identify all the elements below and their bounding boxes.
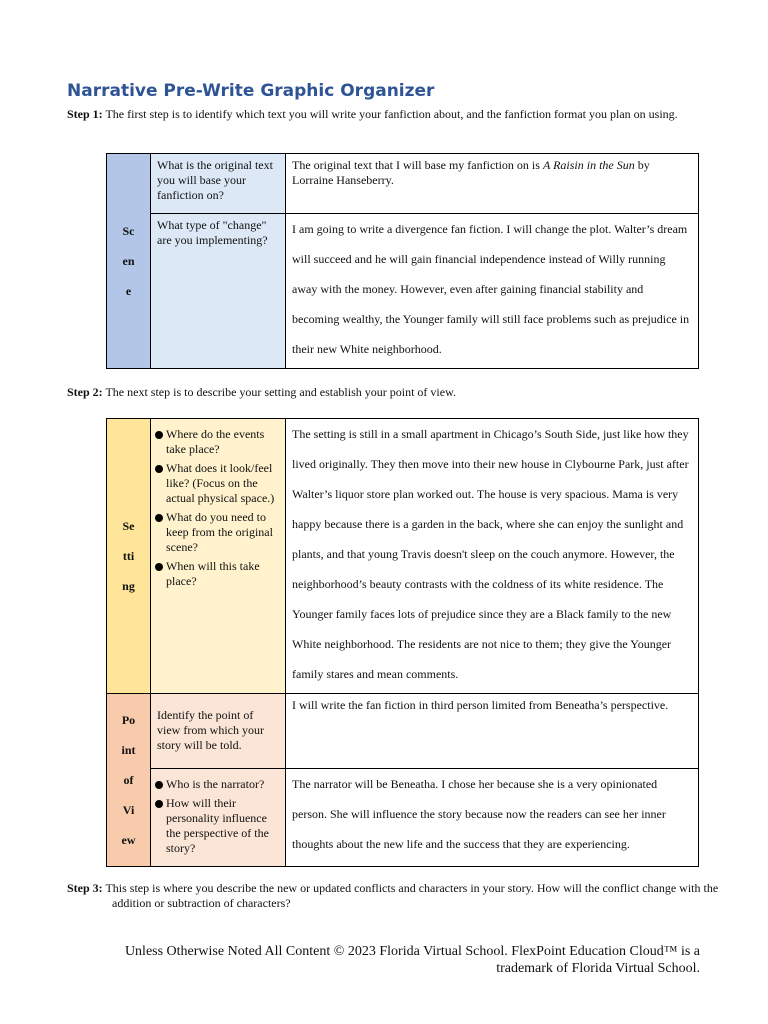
footer-line: trademark of Florida Virtual School. <box>496 961 700 976</box>
original-text-answer[interactable] <box>286 154 699 214</box>
change-type-answer[interactable]: I am going to write a divergence fan fiction. I will change the plot. Walter’s dream will succeed and he will gain financial independence instead of Willy running away with the money. However, even after gaining financial stability and becoming wealthy, the Younger family will still face problems such as prejudice in their new White neighborhood. <box>286 214 699 369</box>
setting-answer[interactable]: The setting is still in a small apartment in Chicago’s South Side, just like how they lived originally. They then move into their new house in Clybourne Park, just after Walter’s liquor store plan worked out. The house is very spacious. Mama is very happy because there is a garden in the back, where she can enjoy the sunlight and plants, and that young Travis doesn't sleep on the couch anymore. However, the neighborhood’s beauty contrasts with the coldness of its white residence. The Younger family faces lots of prejudice since they are a Black family to the new White neighborhood. The residents are not nice to them; they give the Younger family stares and mean comments. <box>286 419 699 694</box>
step-2-label: Step 2: <box>67 385 103 399</box>
narrator-answer[interactable]: The narrator will be Beneatha. I chose her because she is a very opinionated person. She will influence the story because now the readers can see her inner thoughts about the new life and the success that they are experiencing. <box>286 769 699 867</box>
narrator-questions <box>151 769 286 867</box>
setting-question-item <box>155 510 279 555</box>
scene-label-part: en <box>122 254 135 268</box>
step-2 <box>67 385 732 400</box>
step-1-label: Step 1: <box>67 107 103 121</box>
setting-label-part: Se <box>122 519 135 533</box>
setting-question-text: What do you need to keep from the original scene? <box>166 510 273 554</box>
step-2-text: The next step is to describe your setting and establish your point of view. <box>105 385 456 399</box>
bullet-icon <box>155 781 163 789</box>
setting-label <box>107 419 151 694</box>
step-3-label: Step 3: <box>67 881 103 895</box>
pov-label-part: ew <box>121 833 136 847</box>
bullet-icon <box>155 431 163 439</box>
setting-question-text: What does it look/feel like? (Focus on the actual physical space.) <box>166 461 275 505</box>
pov-label-part: Po <box>121 713 136 727</box>
book-title: A Raisin in the Sun <box>542 158 635 172</box>
footer-line: Unless Otherwise Noted All Content © 2023 Florida Virtual School. FlexPoint Education Cloud™ is a <box>124 944 700 959</box>
pov-label-part: of <box>123 773 134 787</box>
scene-table <box>106 153 699 369</box>
setting-pov-table <box>106 418 699 867</box>
bullet-icon <box>155 800 163 808</box>
pov-question: Identify the point of view from which your story will be told. <box>151 694 286 769</box>
bullet-icon <box>155 563 163 571</box>
setting-label-part: tti <box>122 549 135 563</box>
step-1-text: The first step is to identify which text you will write your fanfiction about, and the fanfiction format you plan on using. <box>105 107 678 121</box>
step-3 <box>67 881 732 911</box>
pov-label-part: int <box>121 743 136 757</box>
setting-label-part: ng <box>122 579 135 593</box>
step-1 <box>67 107 732 122</box>
pov-label-part: Vi <box>122 803 135 817</box>
page-title: Narrative Pre-Write Graphic Organizer <box>67 81 435 101</box>
scene-label <box>107 154 151 369</box>
setting-question-item <box>155 427 279 457</box>
original-text-question: What is the original text you will base your fanfiction on? <box>151 154 286 214</box>
step-3-text: This step is where you describe the new or updated conflicts and characters in your story. How will the conflict change with the addition or subtraction of characters? <box>105 881 719 910</box>
setting-questions <box>151 419 286 694</box>
copyright-footer <box>60 943 700 977</box>
setting-question-item <box>155 559 279 589</box>
setting-question-item <box>155 461 279 506</box>
scene-label-part: e <box>125 284 132 298</box>
narrator-question-text: Who is the narrator? <box>166 777 265 791</box>
pov-answer[interactable]: I will write the fan fiction in third person limited from Beneatha’s perspective. <box>286 694 699 769</box>
change-type-question: What type of "change" are you implementing? <box>151 214 286 369</box>
bullet-icon <box>155 514 163 522</box>
pov-label <box>107 694 151 867</box>
answer-text: The original text that I will base my fanfiction on is <box>292 158 543 172</box>
bullet-icon <box>155 465 163 473</box>
narrator-question-item <box>155 796 279 856</box>
narrator-question-item <box>155 777 279 792</box>
setting-question-text: When will this take place? <box>166 559 260 588</box>
narrator-question-text: How will their personality influence the perspective of the story? <box>166 796 269 855</box>
setting-question-text: Where do the events take place? <box>166 427 265 456</box>
scene-label-part: Sc <box>122 224 135 238</box>
answer-text: by Lorraine Hanseberry. <box>292 158 650 187</box>
